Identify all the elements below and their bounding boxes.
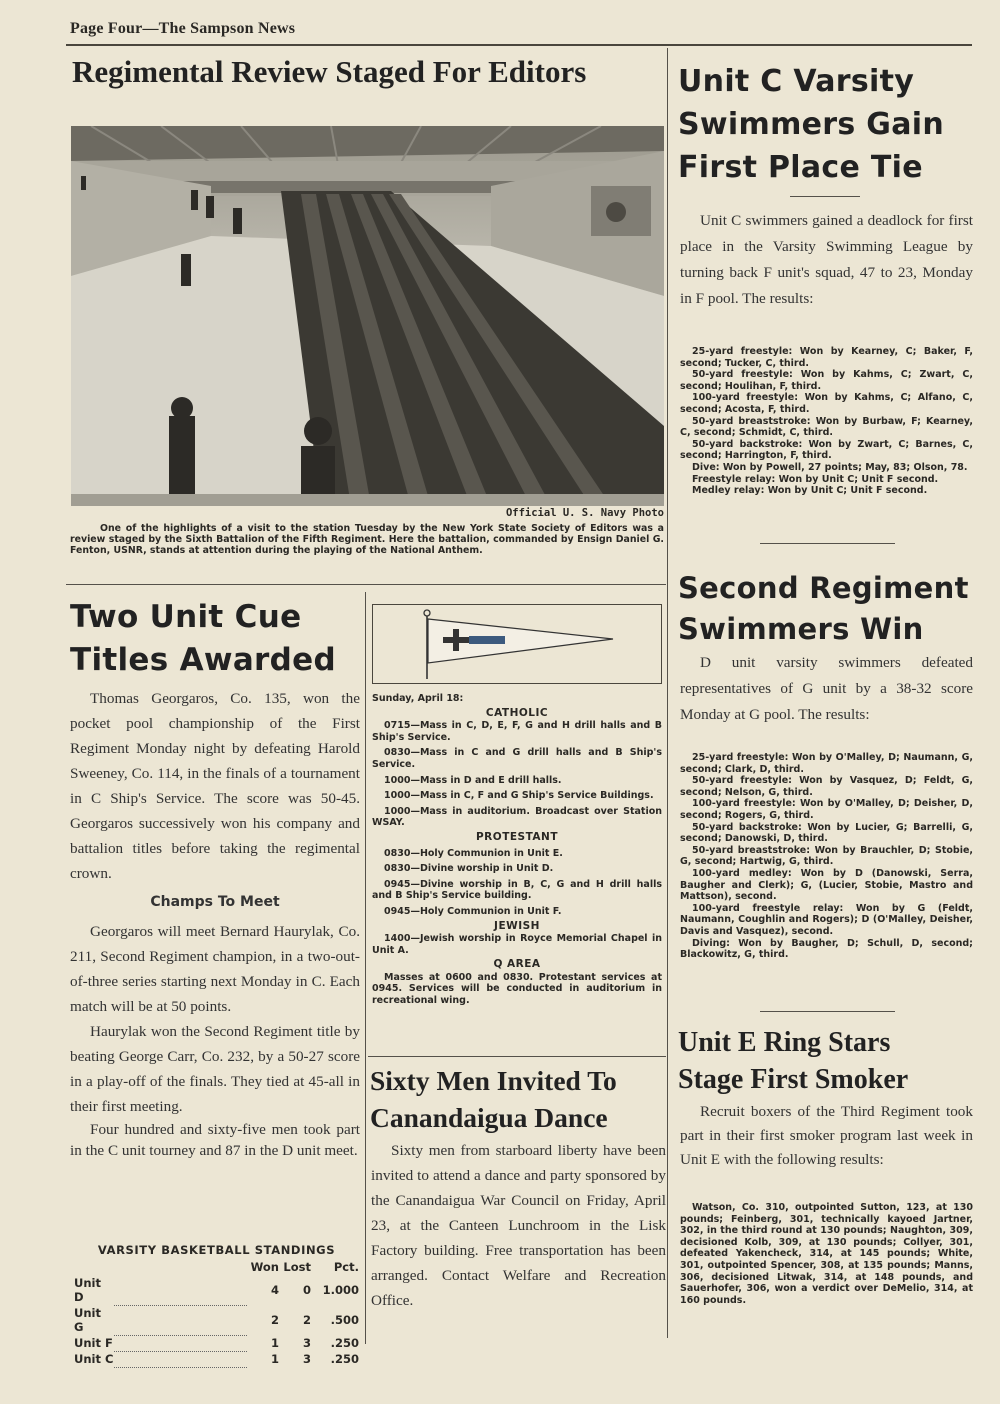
team-name: Unit D: [74, 1276, 101, 1304]
church-pennant-box: [372, 604, 662, 684]
list-item: Masses at 0600 and 0830. Protestant services at 0945. Services will be conducted in auditorium in recreational wing.: [372, 971, 662, 1007]
list-item: 0830—Mass in C and G drill halls and B Ship's Service.: [372, 747, 662, 770]
ring-headline-line-1: Unit E Ring Stars: [678, 1027, 891, 1058]
won-cell: 2: [270, 1313, 279, 1327]
review-photo: [71, 126, 664, 506]
review-headline: Regimental Review Staged For Editors: [72, 54, 587, 89]
list-item: 50-yard freestyle: Won by Kahms, C; Zwart, C, second; Houlihan, F, third.: [680, 369, 973, 392]
ring-headline: [678, 1024, 978, 1098]
cue-subhead: Champs To Meet: [150, 894, 280, 910]
second-headline-line-2: Swimmers Win: [678, 612, 924, 646]
church-bottom-rule: [368, 1056, 666, 1057]
lost-cell: 3: [302, 1336, 311, 1350]
column-rule-right: [667, 48, 668, 1338]
ring-headline-line-2: Stage First Smoker: [678, 1064, 909, 1095]
protestant-heading: PROTESTANT: [475, 830, 559, 843]
list-item: 0945—Divine worship in B, C, G and H drill halls and B Ship's Service building.: [372, 878, 662, 902]
lost-cell: 3: [302, 1352, 311, 1366]
list-item: 50-yard breaststroke: Won by Brauchler, D; Stobie, G, second; Hartwig, G, third.: [680, 844, 973, 868]
dance-headline: [370, 1062, 666, 1136]
second-text: D unit varsity swimmers defeated representatives of G unit by a 38-32 score Monday at G pool. The results:: [680, 654, 973, 723]
pct-cell: .250: [330, 1352, 359, 1366]
pct-cell: 1.000: [322, 1283, 359, 1297]
list-item: 0945—Holy Communion in Unit F.: [384, 905, 562, 917]
second-results: [680, 752, 973, 961]
church-pennant-icon: [373, 605, 661, 683]
list-item: Dive: Won by Powell, 27 points; May, 83; Olson, 78.: [692, 461, 968, 473]
cue-paragraph: Four hundred and sixty-five men took part in the C unit tourney and 87 in the D unit meet.: [70, 1121, 360, 1159]
list-item: 100-yard freestyle: Won by O'Malley, D; Deisher, D, second; Rogers, G, third.: [680, 798, 973, 821]
unitc-text: Unit C swimmers gained a deadlock for first place in the Varsity Swimming League by turning back F unit's squad, 47 to 23, Monday in F pool. The results:: [680, 212, 973, 307]
cue-headline-line-1: Two Unit Cue: [70, 599, 302, 635]
team-name: Unit C: [74, 1352, 114, 1366]
unitc-headline-line-3: First Place Tie: [678, 150, 923, 185]
list-item: 0830—Holy Communion in Unit E.: [384, 847, 563, 859]
list-item: 25-yard freestyle: Won by Kearney, C; Baker, F, second; Tucker, C, third.: [680, 346, 973, 369]
church-date: Sunday, April 18:: [372, 693, 464, 704]
standings-title: VARSITY BASKETBALL STANDINGS: [97, 1243, 336, 1257]
list-item: 100-yard medley: Won by D (Danowski, Serra, Baugher and Clerk); G, (Lucier, Stobie, Mastro and Mattson), second.: [680, 867, 973, 903]
list-item: 100-yard freestyle relay: Won by G (Feldt, Naumann, Coughlin and Rogers); D (O'Malley, Deisher, Davis and Vasquez), second.: [680, 902, 973, 937]
list-item: 0830—Divine worship in Unit D.: [384, 863, 554, 875]
unitc-results: [680, 346, 973, 497]
unitc-headline-line-2: Swimmers Gain: [678, 107, 944, 142]
table-row: [74, 1275, 359, 1305]
pct-cell: .250: [330, 1336, 359, 1350]
church-schedule: [372, 693, 662, 1007]
basketball-standings: [74, 1243, 359, 1368]
dance-headline-line-1: Sixty Men Invited To: [370, 1065, 617, 1096]
ring-results: [680, 1202, 973, 1306]
list-item: 1000—Mass in D and E drill halls.: [384, 774, 562, 786]
cue-paragraph: Georgaros will meet Bernard Haurylak, Co. 211, Second Regiment champion, in a two-out-of-three series starting next Monday in C. Each match will be at 50 points.: [70, 923, 360, 1015]
caption-bottom-rule: [66, 584, 666, 585]
cue-headline-line-2: Titles Awarded: [70, 642, 336, 678]
lost-cell: 2: [302, 1313, 311, 1327]
col-lost: Lost: [283, 1260, 311, 1274]
list-item: Diving: Won by Baugher, D; Schull, D, second; Blackowitz, G, third.: [680, 937, 973, 961]
photo-credit: Official U. S. Navy Photo: [505, 507, 664, 519]
table-row: [74, 1351, 359, 1367]
second-headline-line-1: Second Regiment: [678, 571, 969, 605]
list-item: 100-yard freestyle: Won by Kahms, C; Alfano, C, second; Acosta, F, third.: [680, 392, 973, 415]
unitc-rule: [790, 196, 860, 197]
dance-article: [371, 1138, 666, 1313]
list-item: 1000—Mass in C, F and G Ship's Service Buildings.: [384, 790, 654, 802]
list-item: 50-yard backstroke: Won by Lucier, G; Barrelli, G, second; Danowski, D, third.: [680, 821, 973, 845]
ring-results-text: Watson, Co. 310, outpointed Sutton, 123, at 130 pounds; Feinberg, 301, technically kayoed Jartner, 302, in the third round at 130 pounds; Naughton, 309, decisioned Kolb, 309, at 130 pounds; Collyer, 301, defeated Yakencheck, 314, at 145 pounds; White, 301, outpointed Spencer, 308, at 135 pounds; Manns, 306, decisioned Litwak, 314, at 148 pounds, and Sauerhofer, 306, won a verdict over DeMelio, 314, at 160 pounds.: [680, 1202, 973, 1306]
page-folio: Page Four—The Sampson News: [70, 20, 296, 37]
team-name: Unit F: [74, 1336, 113, 1350]
ring-article: [680, 1100, 973, 1172]
list-item: 25-yard freestyle: Won by O'Malley, D; Naumann, G, second; Clark, D, third.: [680, 752, 973, 775]
standings-header-row: [74, 1259, 359, 1275]
second-bottom-rule: [760, 1011, 895, 1012]
catholic-heading: CATHOLIC: [485, 706, 549, 719]
list-item: Medley relay: Won by Unit C; Unit F second.: [692, 485, 928, 497]
column-rule-middle: [365, 592, 366, 1344]
col-won: Won: [250, 1260, 279, 1274]
cue-paragraph: Thomas Georgaros, Co. 135, won the pocket pool championship of the First Regiment Monday night by defeating Harold Sweeney, Co. 114, in the finals of a tournament in C Ship's Service. The score was 50-45. Georgaros successively won his company and battalion titles before taking the regimental crown.: [70, 690, 360, 882]
list-item: 50-yard freestyle: Won by Vasquez, D; Feldt, G, second; Nelson, G, third.: [680, 775, 973, 798]
won-cell: 4: [270, 1283, 279, 1297]
top-rule: [66, 44, 972, 46]
list-item: 50-yard breaststroke: Won by Burbaw, F; Kearney, C, second; Schmidt, C, third.: [680, 415, 973, 439]
won-cell: 1: [270, 1336, 279, 1350]
ring-text: Recruit boxers of the Third Regiment took part in their first smoker program last week in Unit E with the following results:: [680, 1103, 973, 1168]
unitc-headline-line-1: Unit C Varsity: [678, 64, 915, 99]
dance-headline-line-2: Canandaigua Dance: [370, 1102, 608, 1133]
qarea-heading: Q AREA: [493, 958, 541, 971]
cue-headline: [70, 596, 365, 682]
cue-article: [70, 686, 360, 1161]
team-name: Unit G: [74, 1306, 101, 1334]
list-item: 1000—Mass in auditorium. Broadcast over Station WSAY.: [372, 805, 662, 829]
photo-caption: One of the highlights of a visit to the station Tuesday by the New York State Society of Editors was a review staged by the Sixth Battalion of the Fifth Regiment. Here the battalion, commanded by Ensign Daniel G. Fenton, USNR, stands at attention during the playing of the National Anthem.: [70, 523, 664, 556]
dance-text: Sixty men from starboard liberty have been invited to attend a dance and party sponsored by the Canandaigua War Council on Friday, April 23, at the Canteen Lunchroom in the Lisk Factory building. Free transportation has been arranged. Contact Welfare and Recreation Office.: [371, 1142, 666, 1309]
lost-cell: 0: [302, 1283, 311, 1297]
unitc-article: [680, 208, 973, 312]
list-item: 0715—Mass in C, D, E, F, G and H drill halls and B Ship's Service.: [372, 720, 662, 743]
standings-table: [74, 1259, 359, 1368]
list-item: 1400—Jewish worship in Royce Memorial Chapel in Unit A.: [372, 933, 662, 956]
table-row: [74, 1305, 359, 1335]
second-headline: [678, 568, 978, 650]
unitc-headline: [678, 60, 978, 189]
cue-paragraph: Haurylak won the Second Regiment title by beating George Carr, Co. 232, by a 50-27 score in a play-off of the finals. They tied at 45-all in their first meeting.: [70, 1023, 360, 1115]
list-item: 50-yard backstroke: Won by Zwart, C; Barnes, C, second; Harrington, F, third.: [680, 438, 973, 462]
col-pct: Pct.: [333, 1260, 359, 1274]
pct-cell: .500: [330, 1313, 359, 1327]
second-article: [680, 650, 973, 728]
unitc-bottom-rule: [760, 543, 895, 544]
won-cell: 1: [270, 1352, 279, 1366]
table-row: [74, 1335, 359, 1351]
list-item: Freestyle relay: Won by Unit C; Unit F second.: [692, 473, 939, 485]
jewish-heading: JEWISH: [494, 919, 540, 932]
